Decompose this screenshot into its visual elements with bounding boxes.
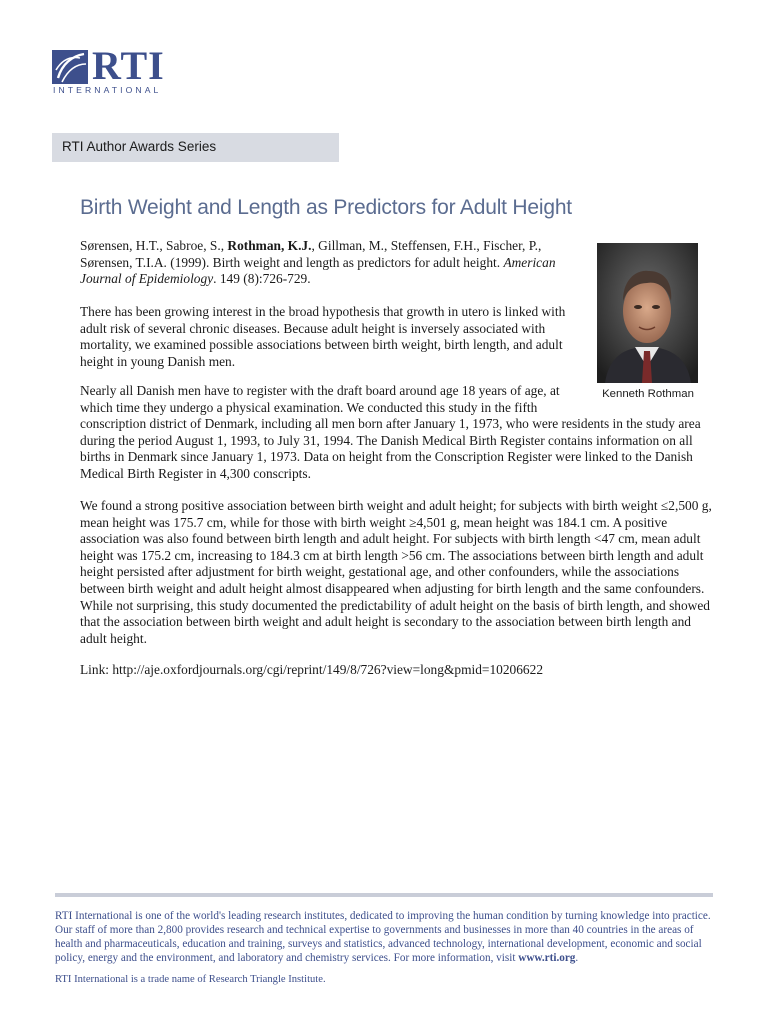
citation-volume: . 149 (8):726-729. bbox=[213, 271, 311, 287]
footer-period: . bbox=[575, 951, 579, 964]
series-label: RTI Author Awards Series bbox=[62, 139, 217, 154]
page-title: Birth Weight and Length as Predictors for Adult Height bbox=[80, 196, 572, 219]
citation-authors-after: , Gillman, M., Steffensen, F.H., Fischer, P., Sørensen, T.I.A. (1999). Birth weight and length as predictors for adult height. bbox=[80, 238, 542, 270]
paragraph-methods-lead: Nearly all Danish men have to register with the draft board around age 18 years of age, at which time they undergo a physical examination. We conducted this study in the fifth bbox=[80, 383, 560, 415]
paragraph-results: We found a strong positive association between birth weight and adult height; for subjects with birth weight ≤2,500 g, mean height was 175.7 cm, while for those with birth weight ≥4,501 g, mean height was 184.1 cm. A positive association was also found between birth length and adult height. For subjects with birth length <47 cm, mean adult height was 175.2 cm, increasing to 184.3 cm at birth length >56 cm. The associations between birth length and adult height persisted after adjustment for birth weight, gestational age, and other confounders, while the associations between birth weight and adult height almost disappeared when adjusting for birth length and the same confounders. While not surprising, this study documented the predictability of adult height on the basis of birth length, and showed that the association between birth weight and adult height is secondary to the association between birth length and adult height. bbox=[80, 498, 712, 646]
paragraph-methods-rest: conscription district of Denmark, including all men born after January 1, 1973, who were residents in the study area during the period August 1, 1993, to July 31, 1994. The Danish Medical Birth Register contains information on all births in Denmark since January 1, 1973. Data on height from the Conscription Register were linked to the Danish Medical Birth Register in 4,300 conscripts. bbox=[80, 416, 701, 481]
footer-trademark: RTI International is a trade name of Research Triangle Institute. bbox=[55, 974, 326, 985]
author-photo bbox=[597, 243, 698, 383]
footer-website-link[interactable]: www.rti.org bbox=[518, 951, 576, 964]
citation-authors-before: Sørensen, H.T., Sabroe, S., bbox=[80, 238, 228, 253]
rti-logo bbox=[52, 43, 165, 98]
logo-wordmark: RTI bbox=[92, 43, 165, 88]
paragraph-methods bbox=[80, 383, 720, 483]
series-banner bbox=[52, 133, 339, 162]
featured-author: Rothman, K.J. bbox=[227, 238, 312, 253]
footer-about bbox=[55, 910, 715, 966]
logo-subtext: INTERNATIONAL bbox=[53, 85, 162, 95]
photo-caption: Kenneth Rothman bbox=[602, 388, 694, 400]
article-link[interactable]: Link: http://aje.oxfordjournals.org/cgi/reprint/149/8/726?view=long&pmid=10206622 bbox=[80, 662, 544, 677]
citation bbox=[80, 238, 590, 288]
footer-about-text: RTI International is one of the world's leading research institutes, dedicated to improving the human condition by turning knowledge into practice. Our staff of more than 2,800 provides research and technical expertise to governments and businesses in more than 40 countries in the areas of health and pharmaceuticals, education and training, surveys and statistics, advanced technology, international development, economic and social policy, energy and the environment, and laboratory and chemistry services. For more information, visit bbox=[55, 910, 711, 964]
paragraph-intro: There has been growing interest in the broad hypothesis that growth in utero is linked with adult risk of several chronic diseases. Because adult height is inversely associated with mortality, we examined possible associations between birth weight, birth length, and adult height in young Danish men. bbox=[80, 304, 566, 369]
footer-divider bbox=[55, 893, 713, 897]
rti-globe-icon bbox=[52, 50, 88, 84]
journal-name: American Journal of Epidemiology bbox=[80, 254, 556, 287]
